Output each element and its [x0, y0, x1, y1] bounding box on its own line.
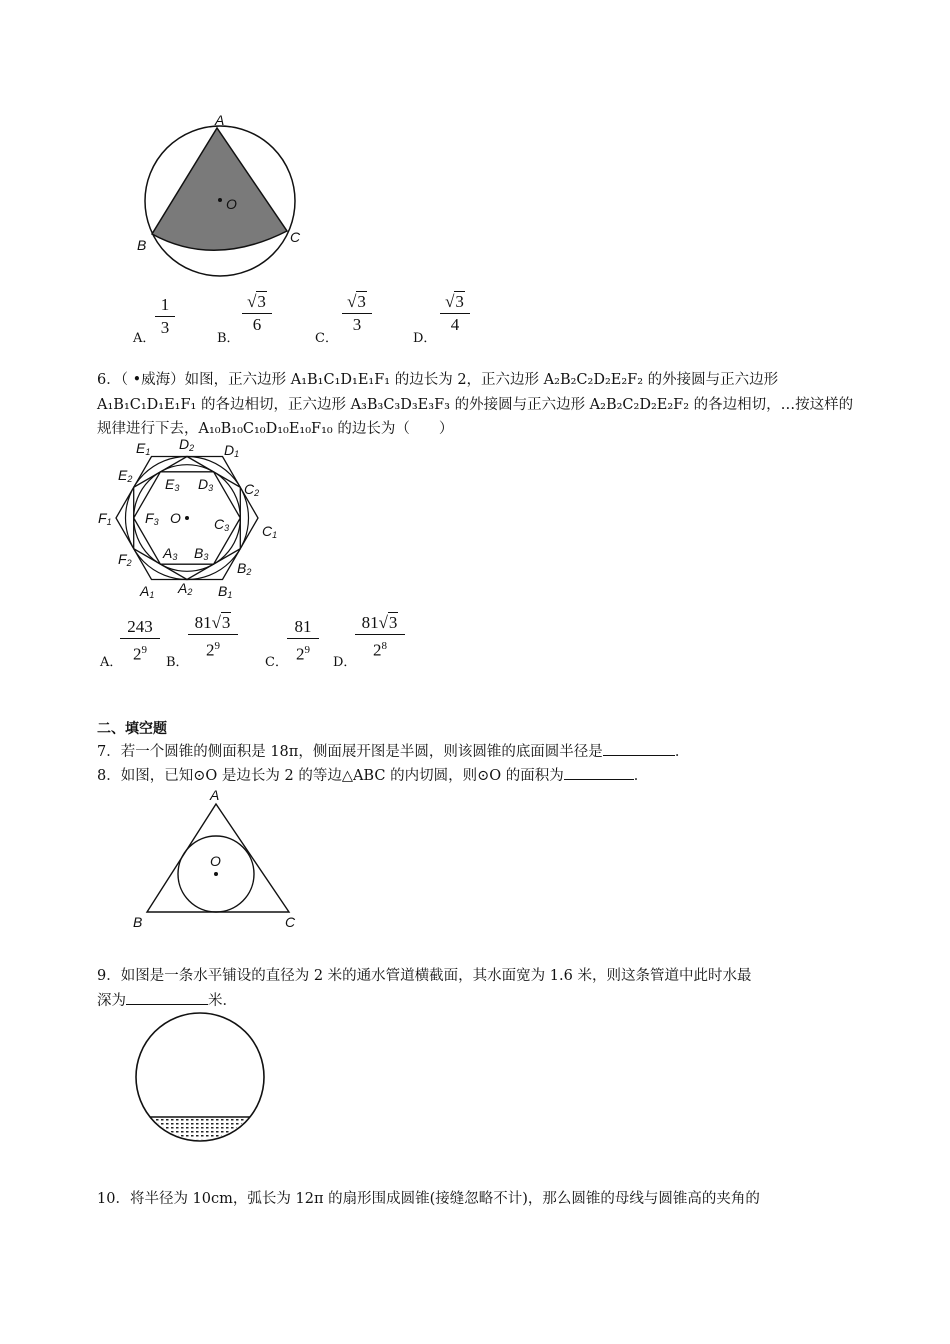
q5-shaded-sector: [152, 128, 287, 250]
q6-label-A2: $A_2$: [178, 580, 193, 597]
q5-option-d-letter: D．: [413, 331, 437, 346]
q6-label-B3: $B_3$: [194, 545, 209, 562]
q5-label-B: B: [137, 237, 147, 253]
q6-figure: [90, 430, 300, 605]
q6-label-D3: $D_3$: [198, 476, 214, 493]
q5-option-c-num: 3: [357, 292, 366, 311]
q5-option-b-frac: √3 6: [242, 292, 272, 335]
q6-center-dot: [185, 516, 189, 520]
q5-option-b-num: 3: [257, 292, 266, 311]
q9-line-2: 深为 米．: [97, 993, 237, 1009]
q5-option-b-den: 6: [252, 315, 262, 334]
q6-label-B1: $B_1$: [218, 583, 233, 600]
q6-label-F3: $F_3$: [145, 510, 159, 527]
q5-option-b-letter: B．: [217, 331, 240, 346]
q8-label-B: B: [133, 914, 143, 930]
q5-option-a-letter: A．: [133, 331, 156, 346]
q7-text: 7．若一个圆锥的侧面积是 18π，侧面展开图是半圆，则该圆锥的底面圆半径是 ．: [97, 744, 690, 760]
q8-text: 8．如图，已知⊙O 是边长为 2 的等边△ABC 的内切圆，则⊙O 的面积为 ．: [97, 768, 649, 784]
q5-label-A: A: [215, 112, 225, 128]
q6-label-E2: $E_2$: [118, 467, 133, 484]
q6-label-E1: $E_1$: [136, 440, 151, 457]
q6-label-A3: $A_3$: [163, 545, 178, 562]
q6-option-d-frac: 81√3 $2^8$: [355, 613, 405, 661]
q6-option-b-letter: B．: [166, 655, 189, 670]
q5-figure: [130, 110, 320, 280]
q5-option-d-frac: √3 4: [440, 292, 470, 335]
q9-figure: [130, 1010, 270, 1145]
q6-option-a-frac: 243 $2^9$: [120, 617, 160, 665]
q6-line-3: 规律进行下去，A₁₀B₁₀C₁₀D₁₀E₁₀F₁₀ 的边长为（ ）: [97, 421, 454, 437]
q6-line-1: 6．（ •威海）如图，正六边形 A₁B₁C₁D₁E₁F₁ 的边长为 2，正六边形 A₂B₂C₂D₂E₂F₂ 的外接圆与正六边形: [97, 372, 779, 388]
q8-center-dot: [214, 872, 218, 876]
q7-answer-blank[interactable]: [603, 755, 675, 756]
q5-option-d-num: 3: [455, 292, 464, 311]
q6-option-c-letter: C．: [265, 655, 288, 670]
section-title-fill-in: 二、填空题: [97, 721, 167, 737]
q5-option-c-den: 3: [352, 315, 362, 334]
q6-option-d-letter: D．: [333, 655, 357, 670]
q6-option-b-frac: 81√3 $2^9$: [188, 613, 238, 661]
q6-label-C1: $C_1$: [262, 523, 278, 540]
q5-option-d-den: 4: [450, 315, 460, 334]
q6-label-C2: $C_2$: [244, 481, 260, 498]
q5-option-c-frac: √3 3: [342, 292, 372, 335]
q5-option-c-letter: C．: [315, 331, 338, 346]
q5-option-a-frac: [155, 295, 175, 338]
q8-label-C: C: [285, 914, 296, 930]
q5-label-C: C: [290, 229, 301, 245]
q10-text: 10．将半径为 10cm，弧长为 12π 的扇形围成圆锥(接缝忽略不计)，那么圆锥的母线与圆锥高的夹角的: [97, 1191, 760, 1207]
q6-label-E3: $E_3$: [165, 476, 180, 493]
q6-label-O: O: [170, 510, 181, 526]
q6-label-B2: $B_2$: [237, 560, 252, 577]
q6-option-a-letter: A．: [100, 655, 123, 670]
q5-option-a-den: 3: [160, 318, 170, 337]
q6-label-F1: $F_1$: [98, 510, 112, 527]
q9-water: [152, 1117, 248, 1139]
q8-answer-blank[interactable]: [564, 779, 634, 780]
q9-line-1: 9．如图是一条水平铺设的直径为 2 米的通水管道横截面，其水面宽为 1.6 米，则这条管道中此时水最: [97, 968, 752, 984]
q8-label-O: O: [210, 853, 221, 869]
q6-option-c-frac: 81 $2^9$: [287, 617, 319, 665]
q5-label-O: O: [226, 196, 237, 212]
q6-line-2: A₁B₁C₁D₁E₁F₁ 的各边相切，正六边形 A₃B₃C₃D₃E₃F₃ 的外接圆与正六边形 A₂B₂C₂D₂E₂F₂ 的各边相切，…按这样的: [97, 397, 854, 413]
q8-label-A: A: [210, 787, 220, 803]
q6-label-D2: $D_2$: [179, 436, 195, 453]
q6-option-a-num: 243: [127, 617, 153, 636]
q5-center-dot: [218, 198, 222, 202]
q6-label-F2: $F_2$: [118, 551, 132, 568]
q9-answer-blank[interactable]: [126, 1004, 208, 1005]
q6-label-C3: $C_3$: [214, 516, 230, 533]
q6-label-A1: $A_1$: [140, 583, 155, 600]
q6-label-D1: $D_1$: [224, 442, 240, 459]
q5-option-a-num: 1: [160, 295, 170, 314]
